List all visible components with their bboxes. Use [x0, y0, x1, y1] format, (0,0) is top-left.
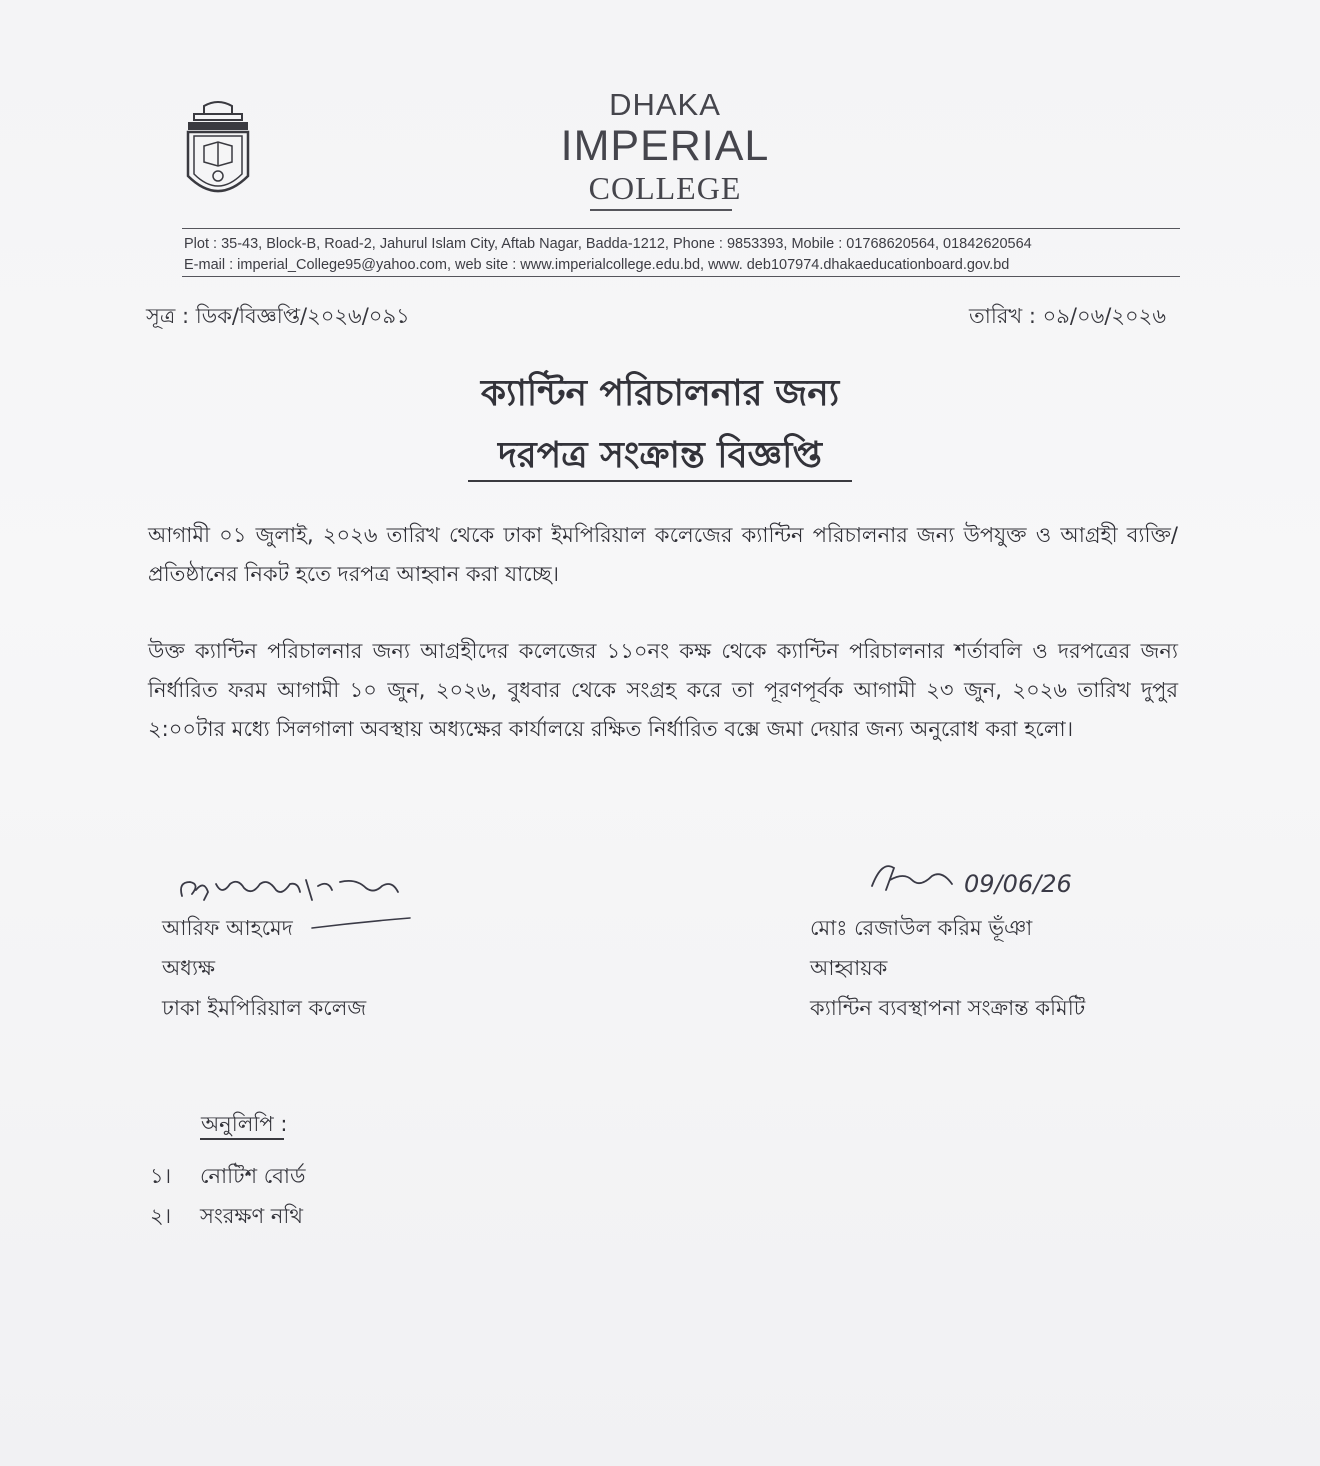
notice-date: তারিখ : ০৯/০৬/২০২৬ [969, 304, 1166, 328]
principal-signatory [162, 908, 366, 1028]
college-name-underline [590, 209, 732, 211]
convener-name: মোঃ রেজাউল করিম ভূঁঞা [810, 916, 1033, 940]
copy-item-label: সংরক্ষণ নথি [200, 1204, 303, 1228]
header-bottom-rule [182, 276, 1180, 277]
reference-number: সূত্র : ডিক/বিজ্ঞপ্তি/২০২৬/০৯১ [146, 304, 410, 328]
convener-designation: আহ্বায়ক [810, 956, 888, 980]
principal-organization: ঢাকা ইমপিরিয়াল কলেজ [162, 996, 367, 1020]
copy-item [150, 1200, 303, 1235]
email-website-line: E-mail : imperial_College95@yahoo.com, web site : www.imperialcollege.edu.bd, www. deb107974.dhakaeducationboard.gov.bd [184, 257, 1010, 273]
title-underline [468, 480, 852, 482]
body-paragraph-1: আগামী ০১ জুলাই, ২০২৬ তারিখ থেকে ঢাকা ইমপিরিয়াল কলেজের ক্যান্টিন পরিচালনার জন্য উপযুক্ত ও আগ্রহী ব্যক্তি/প্রতিষ্ঠানের নিকট হতে দরপত্র আহ্বান করা যাচ্ছে। [148, 523, 1178, 586]
convener-signature-date: 09/06/26 [964, 870, 1072, 898]
copy-item-number: ১। [150, 1164, 172, 1188]
copies-heading-underline [200, 1138, 284, 1140]
notice-title-line1: ক্যান্টিন পরিচালনার জন্য [480, 373, 840, 414]
convener-signatory [810, 908, 1085, 1028]
convener-organization: ক্যান্টিন ব্যবস্থাপনা সংক্রান্ত কমিটি [810, 996, 1086, 1020]
copy-item-number: ২। [150, 1204, 172, 1228]
college-name-line3: COLLEGE [588, 170, 742, 206]
address-line: Plot : 35-43, Block-B, Road-2, Jahurul Islam City, Aftab Nagar, Badda-1212, Phone : 9853393, Mobile : 01768620564, 01842620564 [184, 236, 1032, 252]
college-name-line2: IMPERIAL [560, 122, 770, 170]
notice-title-line2: দরপত্র সংক্রান্ত বিজ্ঞপ্তি [498, 435, 822, 476]
principal-name: আরিফ আহমেদ [162, 916, 293, 940]
principal-designation: অধ্যক্ষ [162, 956, 216, 980]
copy-item-label: নোটিশ বোর্ড [200, 1164, 306, 1188]
college-name-line1: DHAKA [609, 87, 721, 122]
body-paragraph-2: উক্ত ক্যান্টিন পরিচালনার জন্য আগ্রহীদের কলেজের ১১০নং কক্ষ থেকে ক্যান্টিন পরিচালনার শর্তাবলি ও দরপত্রের জন্য নির্ধারিত ফরম আগামী ১০ জুন, ২০২৬, বুধবার থেকে সংগ্রহ করে তা পূরণপূর্বক আগামী ২৩ জুন, ২০২৬ তারিখ দুপুর ২:০০টার মধ্যে সিলগালা অবস্থায় অধ্যক্ষের কার্যালয়ে রক্ষিত নির্ধারিত বক্সে জমা দেয়ার জন্য অনুরোধ করা হলো। [148, 639, 1178, 741]
college-crest-logo [180, 96, 256, 208]
header-top-rule [182, 228, 1180, 229]
college-name [540, 86, 790, 208]
copies-heading: অনুলিপি : [201, 1112, 288, 1136]
copy-item [150, 1160, 305, 1195]
